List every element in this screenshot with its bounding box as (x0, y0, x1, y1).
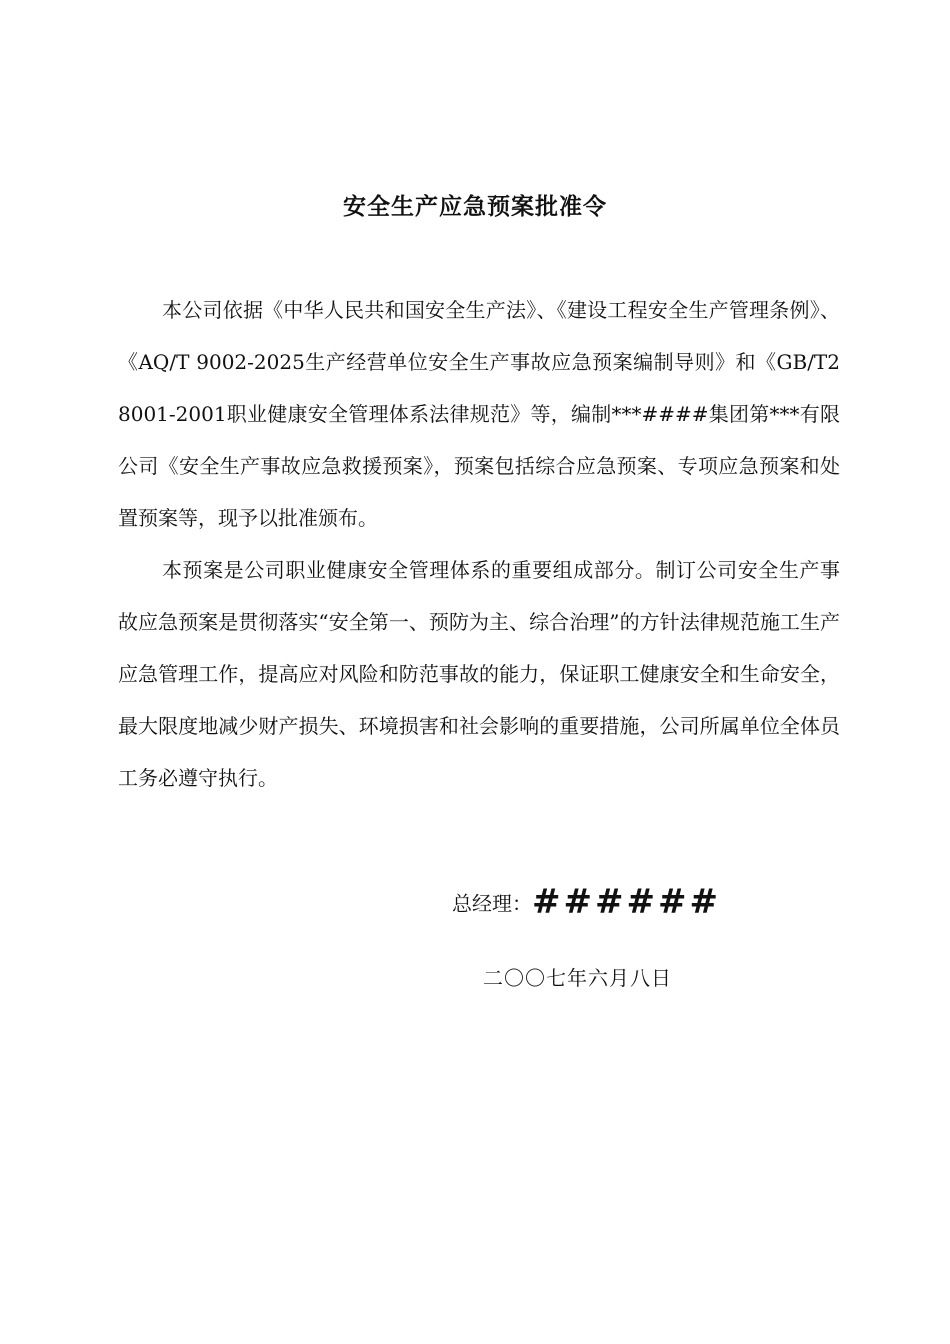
paragraph-2: 本预案是公司职业健康安全管理体系的重要组成部分。制订公司安全生产事故应急预案是贯彻落实“安全第一、预防为主、综合治理”的方针法律规范施工生产应急管理工作，提高应对风险和防范事故的能力，保证职工健康安全和生命安全，最大限度地减少财产损失、环境损害和社会影响的重要措施，公司所属单位全体员工务必遵守执行。 (118, 558, 840, 790)
document-body (118, 284, 840, 804)
signature-label: 总经理： (452, 891, 532, 916)
document-date: 二〇〇七年六月八日 (483, 966, 672, 990)
signature-name: ###### (532, 882, 721, 922)
signature-block (452, 882, 721, 922)
document-title: 安全生产应急预案批准令 (343, 194, 607, 220)
paragraph-1: 本公司依据《中华人民共和国安全生产法》、《建设工程安全生产管理条例》、《AQ/T 9002-2025生产经营单位安全生产事故应急预案编制导则》和《GB/T28001-2001职业健康安全管理体系法律规范》等，编制***####集团第***有限公司《安全生产事故应急救援预案》，预案包括综合应急预案、专项应急预案和处置预案等，现予以批准颁布。 (118, 298, 840, 530)
